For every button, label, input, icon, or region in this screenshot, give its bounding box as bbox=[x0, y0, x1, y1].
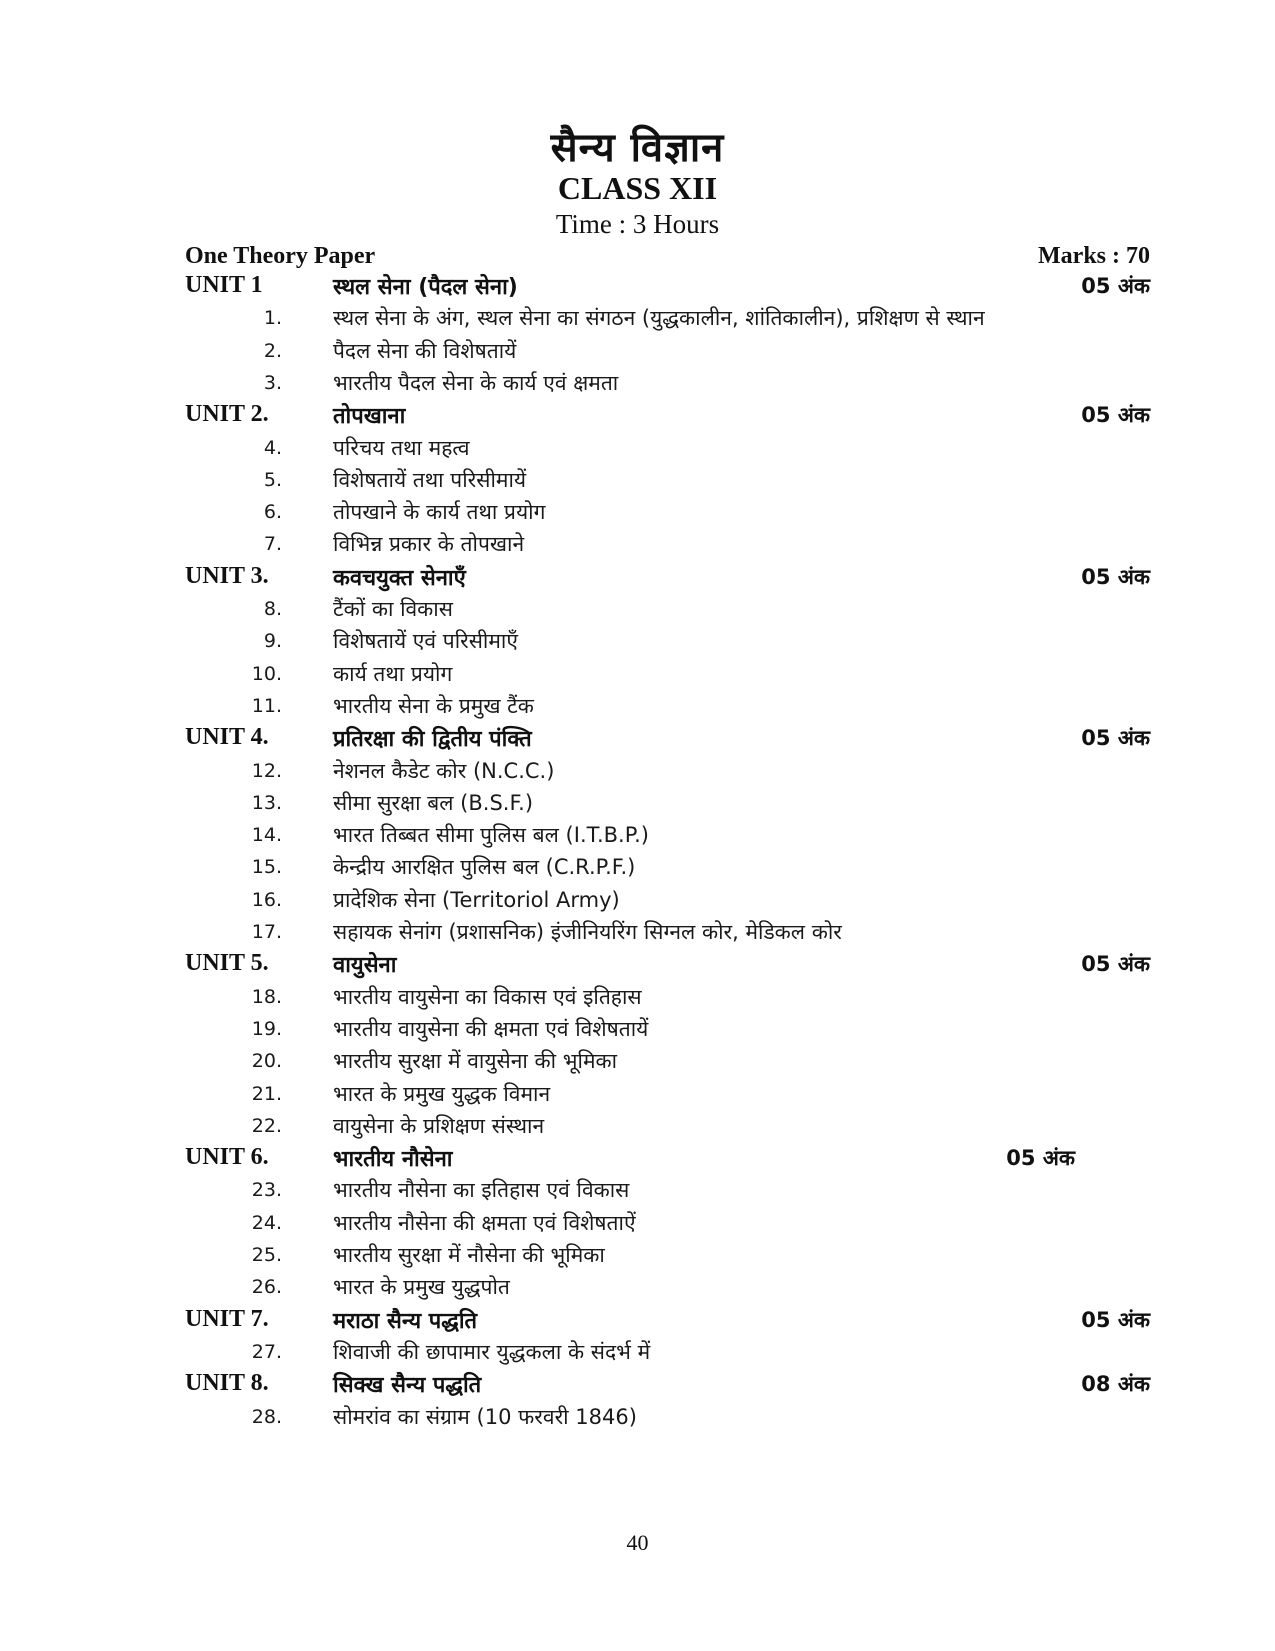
item-number: 1. bbox=[263, 307, 282, 330]
time-duration: Time : 3 Hours bbox=[555, 209, 720, 239]
syllabus-item bbox=[0, 819, 1275, 852]
unit-heading-row bbox=[0, 722, 1275, 755]
item-number: 7. bbox=[263, 533, 282, 556]
item-text: भारत तिब्बत सीमा पुलिस बल (I.T.B.P.) bbox=[333, 823, 649, 848]
unit-label: UNIT 5. bbox=[185, 950, 269, 977]
syllabus-item bbox=[0, 690, 1275, 723]
item-number: 5. bbox=[263, 468, 282, 491]
item-text: भारत के प्रमुख युद्धक विमान bbox=[333, 1081, 551, 1106]
item-number: 26. bbox=[251, 1276, 282, 1299]
item-number: 28. bbox=[251, 1405, 282, 1428]
syllabus-item bbox=[0, 593, 1275, 626]
unit-title: तोपखाना bbox=[333, 404, 406, 430]
syllabus-item bbox=[0, 1207, 1275, 1240]
unit-marks: 05 अंक bbox=[1081, 726, 1150, 751]
syllabus-item bbox=[0, 528, 1275, 561]
item-text: केन्द्रीय आरक्षित पुलिस बल (C.R.P.F.) bbox=[333, 855, 636, 880]
item-number: 4. bbox=[263, 436, 282, 459]
page-number: 40 bbox=[626, 1530, 649, 1555]
item-text: कार्य तथा प्रयोग bbox=[333, 661, 453, 686]
item-number: 12. bbox=[251, 759, 282, 782]
unit-heading-row bbox=[0, 1368, 1275, 1401]
item-number: 23. bbox=[251, 1179, 282, 1202]
syllabus-item bbox=[0, 335, 1275, 368]
syllabus-item bbox=[0, 1078, 1275, 1111]
syllabus-item bbox=[0, 496, 1275, 529]
syllabus-item bbox=[0, 1174, 1275, 1207]
item-text: भारतीय पैदल सेना के कार्य एवं क्षमता bbox=[333, 370, 619, 395]
item-text: भारतीय सुरक्षा में वायुसेना की भूमिका bbox=[333, 1049, 618, 1074]
item-text: भारत के प्रमुख युद्धपोत bbox=[333, 1275, 510, 1300]
item-text: सोमरांव का संग्राम (10 फरवरी 1846) bbox=[333, 1404, 637, 1429]
syllabus-item bbox=[0, 1336, 1275, 1369]
item-text: तोपखाने के कार्य तथा प्रयोग bbox=[333, 500, 546, 525]
item-text: परिचय तथा महत्व bbox=[333, 435, 470, 460]
syllabus-item bbox=[0, 658, 1275, 691]
unit-title: वायुसेना bbox=[333, 953, 397, 979]
unit-marks: 05 अंक bbox=[1081, 564, 1150, 589]
syllabus-item bbox=[0, 916, 1275, 949]
item-number: 15. bbox=[251, 856, 282, 879]
syllabus-item bbox=[0, 1401, 1275, 1434]
item-text: भारतीय वायुसेना का विकास एवं इतिहास bbox=[333, 984, 642, 1009]
unit-marks: 05 अंक bbox=[1081, 403, 1150, 428]
item-number: 22. bbox=[251, 1114, 282, 1137]
item-text: विशेषतायें एवं परिसीमाएँ bbox=[333, 629, 518, 654]
item-number: 18. bbox=[251, 985, 282, 1008]
item-number: 6. bbox=[263, 501, 282, 524]
item-number: 19. bbox=[251, 1017, 282, 1040]
unit-heading-row bbox=[0, 1142, 1275, 1175]
paper-label: One Theory Paper bbox=[185, 243, 376, 269]
item-text: वायुसेना के प्रशिक्षण संस्थान bbox=[333, 1113, 545, 1138]
item-text: भारतीय सेना के प्रमुख टैंक bbox=[333, 693, 534, 718]
item-number: 17. bbox=[251, 921, 282, 943]
item-number: 24. bbox=[251, 1211, 282, 1234]
unit-heading-row bbox=[0, 948, 1275, 981]
item-text: विशेषतायें तथा परिसीमायें bbox=[333, 467, 527, 492]
item-number: 20. bbox=[251, 1050, 282, 1073]
item-text: भारतीय वायुसेना की क्षमता एवं विशेषतायें bbox=[333, 1016, 649, 1041]
syllabus-item bbox=[0, 432, 1275, 465]
item-text: भारतीय नौसेना की क्षमता एवं विशेषताऐं bbox=[333, 1210, 636, 1235]
syllabus-item bbox=[0, 884, 1275, 917]
item-text: भारतीय नौसेना का इतिहास एवं विकास bbox=[333, 1178, 630, 1203]
unit-label: UNIT 8. bbox=[185, 1370, 269, 1397]
item-number: 13. bbox=[251, 791, 282, 814]
item-number: 27. bbox=[251, 1340, 282, 1363]
syllabus-item bbox=[0, 851, 1275, 884]
unit-title: स्थल सेना (पैदल सेना) bbox=[333, 275, 518, 300]
item-number: 8. bbox=[263, 598, 282, 620]
unit-marks: 05 अंक bbox=[1081, 1307, 1150, 1332]
syllabus-item bbox=[0, 1239, 1275, 1272]
unit-label: UNIT 4. bbox=[185, 724, 269, 751]
unit-marks: 05 अंक bbox=[1006, 1146, 1075, 1171]
item-number: 9. bbox=[263, 630, 282, 653]
item-text: शिवाजी की छापामार युद्धकला के संदर्भ में bbox=[333, 1339, 651, 1364]
item-number: 14. bbox=[251, 824, 282, 847]
item-text: स्थल सेना के अंग, स्थल सेना का संगठन (युद्धकालीन, शांतिकालीन), प्रशिक्षण से स्थान bbox=[333, 306, 985, 331]
unit-heading-row bbox=[0, 561, 1275, 594]
syllabus-item bbox=[0, 302, 1275, 335]
item-number: 16. bbox=[251, 888, 282, 911]
item-text: नेशनल कैडेट कोर (N.C.C.) bbox=[333, 758, 555, 783]
unit-label: UNIT 1 bbox=[185, 272, 263, 298]
class-heading: CLASS XII bbox=[557, 170, 718, 206]
item-number: 11. bbox=[251, 694, 282, 717]
item-text: भारतीय सुरक्षा में नौसेना की भूमिका bbox=[333, 1243, 605, 1267]
unit-title: सिक्ख सैन्य पद्धति bbox=[333, 1373, 482, 1399]
syllabus-item bbox=[0, 464, 1275, 497]
item-number: 3. bbox=[263, 371, 282, 394]
syllabus-item bbox=[0, 755, 1275, 788]
syllabus-item bbox=[0, 625, 1275, 658]
page-title-hindi: सैन्य विज्ञान bbox=[550, 125, 725, 171]
unit-label: UNIT 7. bbox=[185, 1305, 269, 1332]
item-text: पैदल सेना की विशेषतायें bbox=[333, 338, 517, 363]
unit-title: भारतीय नौसेना bbox=[333, 1147, 453, 1173]
unit-label: UNIT 3. bbox=[185, 562, 269, 589]
unit-title: कवचयुक्त सेनाएँ bbox=[333, 565, 466, 591]
syllabus-item bbox=[0, 1110, 1275, 1143]
unit-label: UNIT 6. bbox=[185, 1144, 269, 1171]
item-text: सहायक सेनांग (प्रशासनिक) इंजीनियरिंग सिग्नल कोर, मेडिकल कोर bbox=[333, 920, 842, 944]
total-marks: Marks : 70 bbox=[1038, 243, 1150, 269]
syllabus-item bbox=[0, 367, 1275, 400]
item-number: 10. bbox=[251, 662, 282, 685]
item-number: 21. bbox=[251, 1082, 282, 1105]
unit-heading-row bbox=[0, 399, 1275, 432]
unit-heading-row bbox=[0, 270, 1275, 303]
item-number: 25. bbox=[251, 1244, 282, 1266]
unit-marks: 08 अंक bbox=[1081, 1372, 1150, 1397]
unit-title: प्रतिरक्षा की द्वितीय पंक्ति bbox=[333, 727, 532, 753]
unit-marks: 05 अंक bbox=[1081, 274, 1150, 298]
syllabus-item bbox=[0, 787, 1275, 820]
item-text: सीमा सुरक्षा बल (B.S.F.) bbox=[333, 790, 534, 815]
unit-marks: 05 अंक bbox=[1081, 952, 1150, 977]
syllabus-item bbox=[0, 1013, 1275, 1046]
item-text: प्रादेशिक सेना (Territoriol Army) bbox=[333, 887, 620, 912]
syllabus-item bbox=[0, 981, 1275, 1014]
item-text: टैंकों का विकास bbox=[333, 597, 453, 621]
syllabus-item bbox=[0, 1045, 1275, 1078]
item-text: विभिन्न प्रकार के तोपखाने bbox=[333, 532, 525, 557]
syllabus-item bbox=[0, 1271, 1275, 1304]
item-number: 2. bbox=[263, 339, 282, 362]
unit-label: UNIT 2. bbox=[185, 401, 269, 428]
unit-title: मराठा सैन्य पद्धति bbox=[333, 1308, 478, 1334]
unit-heading-row bbox=[0, 1304, 1275, 1337]
